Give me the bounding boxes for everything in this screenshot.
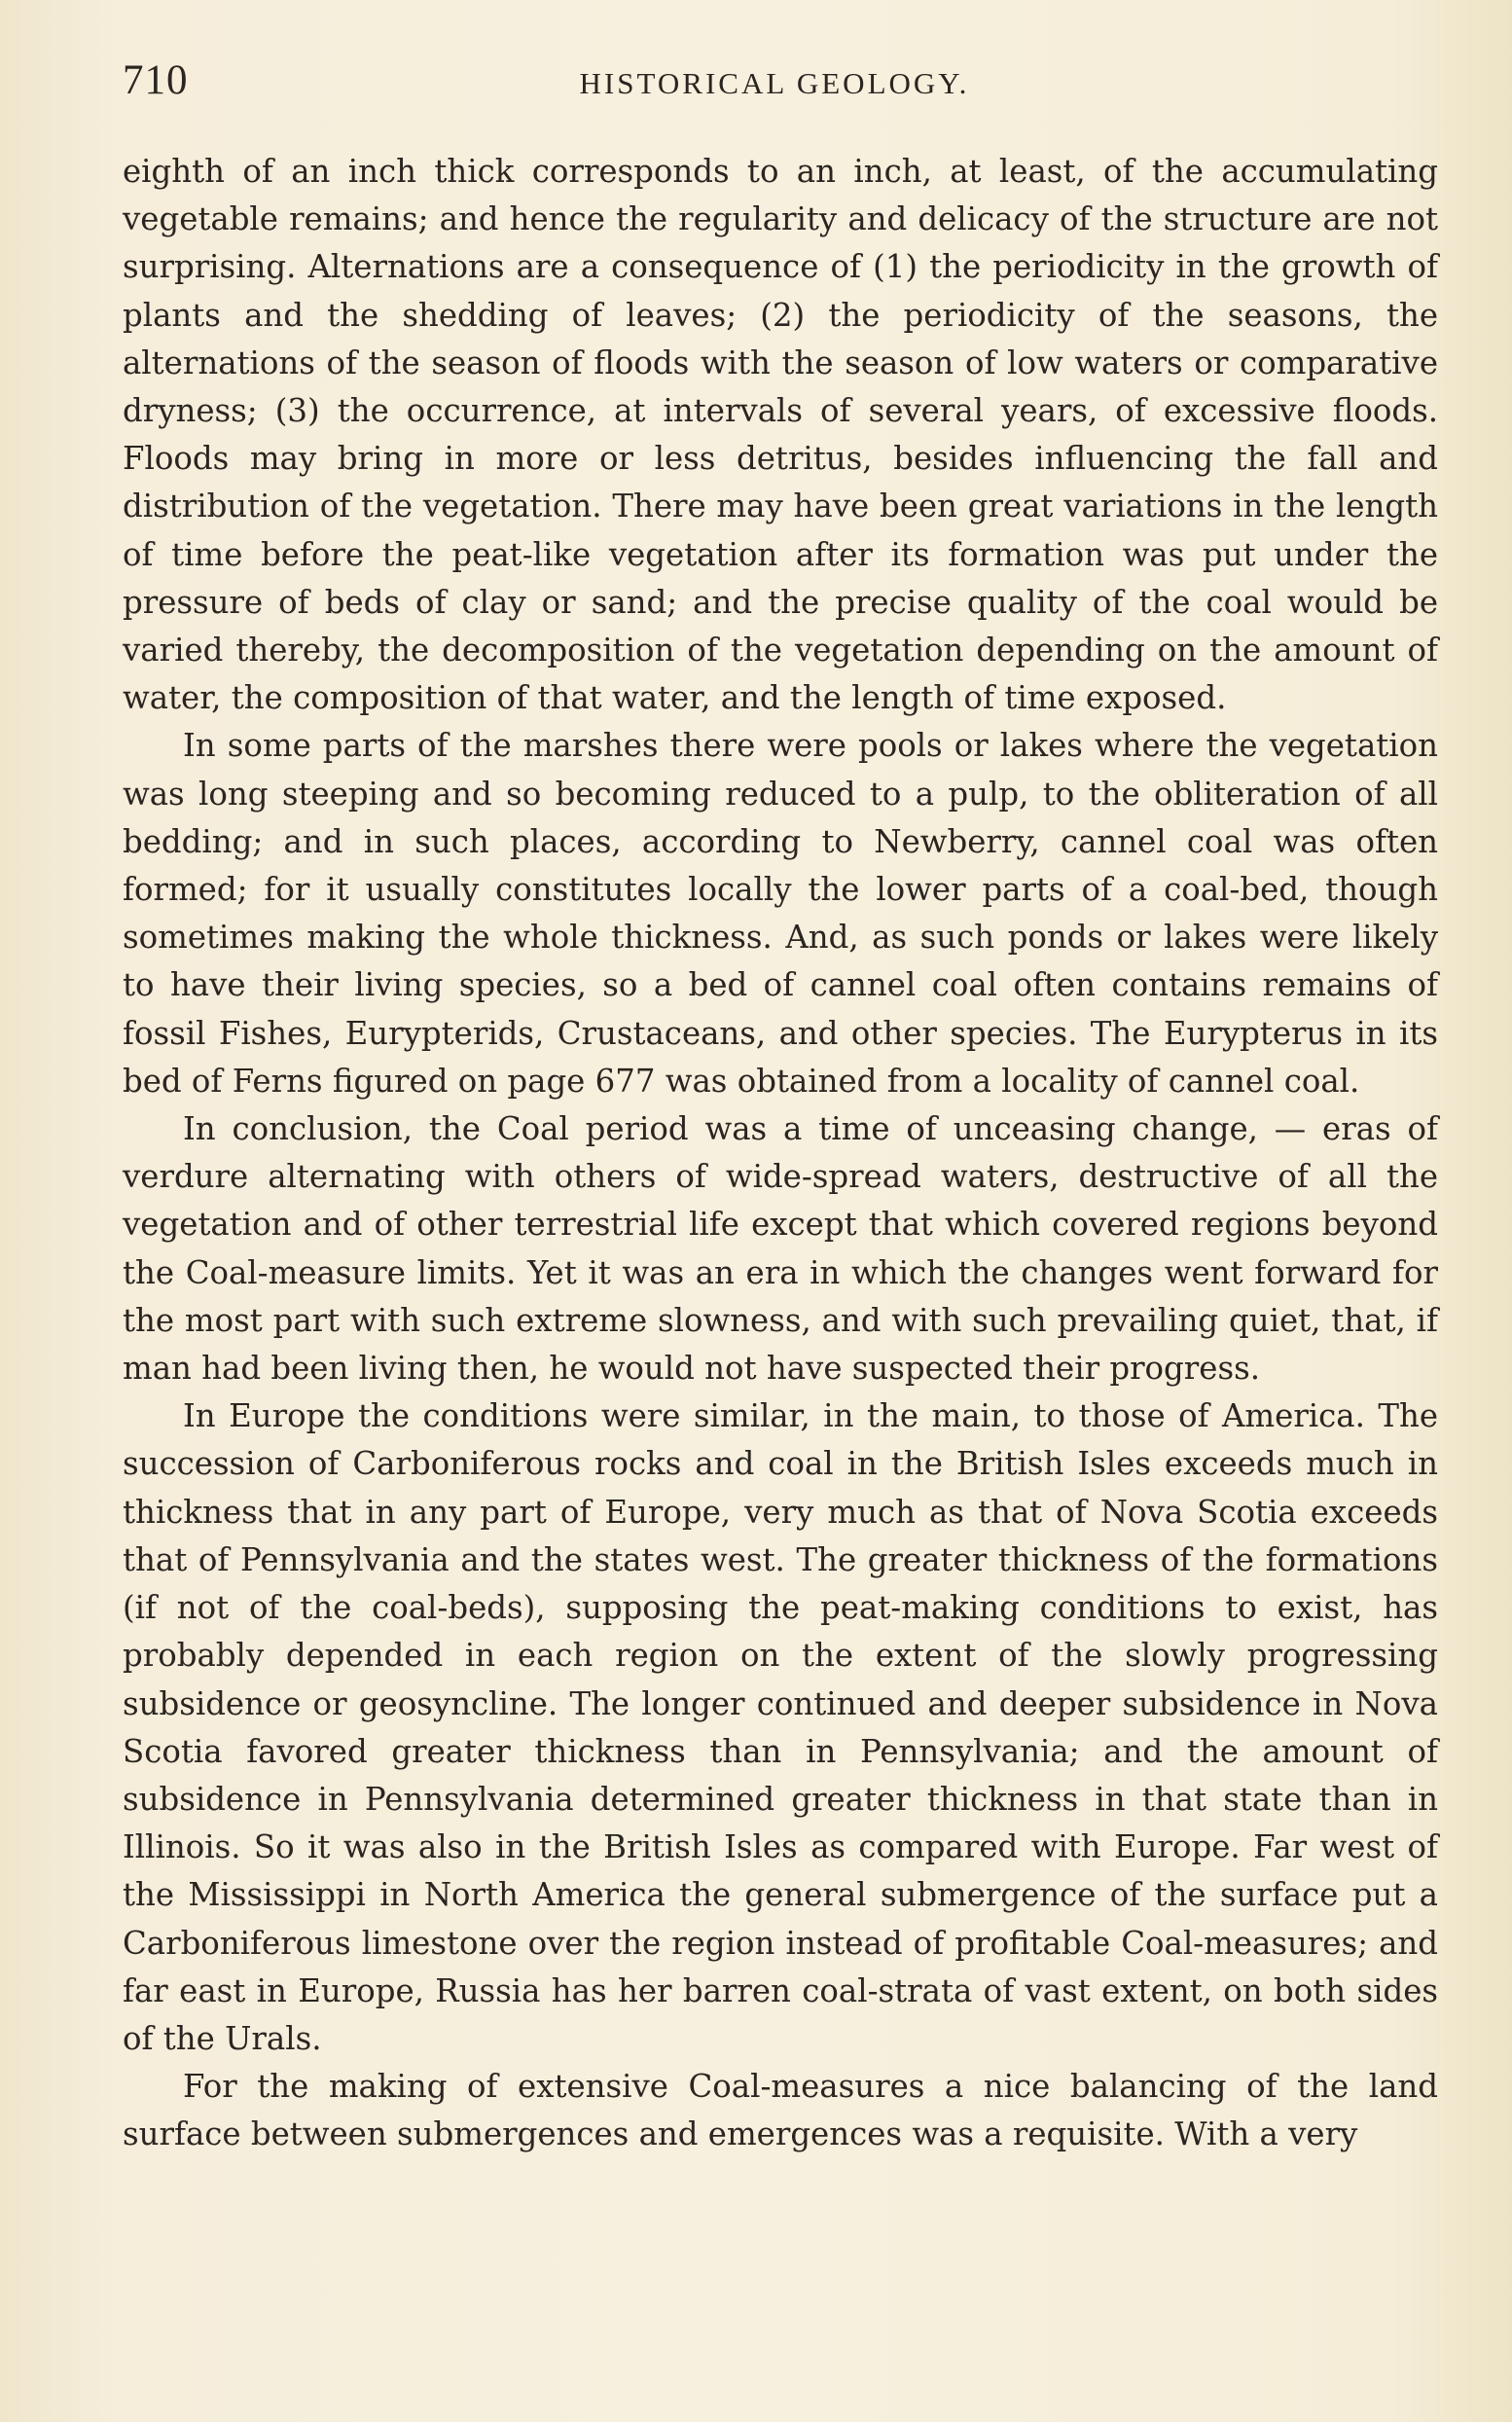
paragraph-5: For the making of extensive Coal-measures a nice balancing of the land surface between submergences and emergences was a requisite. With a very (123, 2068, 1438, 2153)
body-text (123, 148, 1438, 2159)
page-number: 710 (123, 57, 189, 103)
paragraph-1: eighth of an inch thick corresponds to an inch, at least, of the accumulating vegetable remains; and hence the regularity and delicacy of the structure are not surprising. Alternations are a consequence of (1) the periodicity in the growth of plants and the shedding of leaves; (2) the periodicity of the seasons, the alternations of the season of floods with the season of low waters or comparative dryness; (3) the occurrence, at intervals of several years, of excessive floods. Floods may bring in more or less detritus, besides influencing the fall and distribution of the vegetation. There may have been great variations in the length of time before the peat-like vegetation after its formation was put under the pressure of beds of clay or sand; and the precise quality of the coal would be varied thereby, the decomposition of the vegetation depending on the amount of water, the composition of that water, and the length of time exposed. (123, 153, 1438, 717)
paragraph-3: In conclusion, the Coal period was a time of unceasing change, — eras of verdure alternating with others of wide-spread waters, destructive of all the vegetation and of other terrestrial life except that which covered regions beyond the Coal-measure limits. Yet it was an era in which the changes went forward for the most part with such extreme slowness, and with such prevailing quiet, that, if man had been living then, he would not have suspected their progress. (123, 1110, 1438, 1388)
paragraph-4: In Europe the conditions were similar, in the main, to those of America. The succession of Carboniferous rocks and coal in the British Isles exceeds much in thickness that in any part of Europe, very much as that of Nova Scotia exceeds that of Pennsylvania and the states west. The greater thickness of the formations (if not of the coal-beds), supposing the peat-making conditions to exist, has probably depended in each region on the extent of the slowly progressing subsidence or geosyncline. The longer continued and deeper subsidence in Nova Scotia favored greater thickness than in Pennsylvania; and the amount of subsidence in Pennsylvania determined greater thickness in that state than in Illinois. So it was also in the British Isles as compared with Europe. Far west of the Mississippi in North America the general submergence of the surface put a Carboniferous limestone over the region instead of profitable Coal-measures; and far east in Europe, Russia has her barren coal-strata of vast extent, on both sides of the Urals. (123, 1397, 1438, 2057)
paragraph-2: In some parts of the marshes there were pools or lakes where the vegetation was long steeping and so becoming reduced to a pulp, to the obliteration of all bedding; and in such places, according to Newberry, cannel coal was often formed; for it usually constitutes locally the lower parts of a coal-bed, though sometimes making the whole thickness. And, as such ponds or lakes were likely to have their living species, so a bed of cannel coal often contains remains of fossil Fishes, Eurypterids, Crustaceans, and other species. The Eurypterus in its bed of Ferns figured on page 677 was obtained from a locality of cannel coal. (123, 727, 1438, 1100)
running-head: HISTORICAL GEOLOGY. (579, 66, 970, 100)
page-header (123, 56, 1426, 115)
